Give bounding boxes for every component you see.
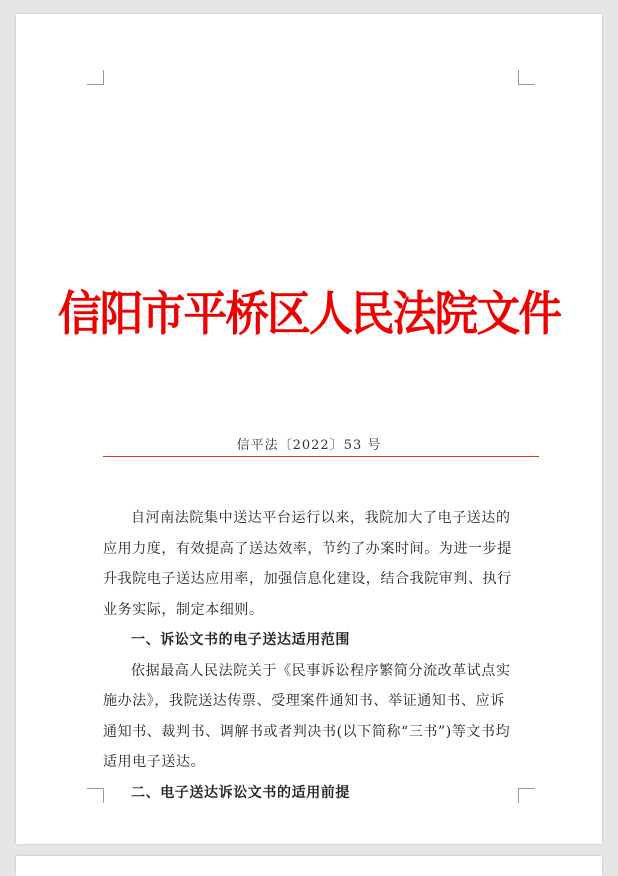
red-separator-line (103, 456, 539, 457)
crop-mark-top-right (518, 70, 535, 85)
document-number: 信平法〔2022〕53 号 (236, 438, 382, 453)
section-1-paragraph: 依据最高人民法院关于《民事诉讼程序繁简分流改革试点实施办法》，我院送达传票、受理案件通知书、举证通知书、应诉通知书、裁判书、调解书或者判决书(以下简称“三书”)等文书均适用电子送达。 (103, 662, 511, 770)
crop-mark-bottom-right (518, 788, 535, 803)
section-1-heading: 一、诉讼文书的电子送达适用范围 (131, 632, 350, 648)
next-document-page (16, 856, 602, 876)
crop-mark-top-left (87, 70, 104, 85)
document-body (103, 503, 515, 808)
intro-paragraph: 自河南法院集中送达平台运行以来，我院加大了电子送达的应用力度，有效提高了送达效率，节约了办案时间。为进一步提升我院电子送达应用率，加强信息化建设，结合我院审判、执行业务实际，制定本细则。 (103, 510, 512, 618)
document-title: 信阳市平桥区人民法院文件 (57, 287, 561, 342)
crop-mark-bottom-left (87, 788, 104, 803)
section-2-heading: 二、电子送达诉讼文书的适用前提 (131, 784, 350, 801)
